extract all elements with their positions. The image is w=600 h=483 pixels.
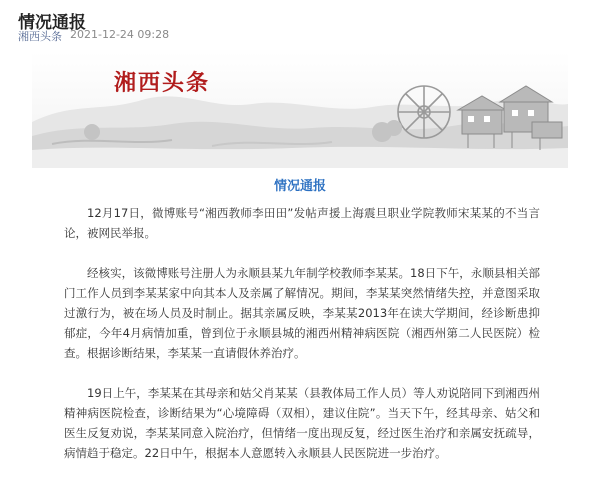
account-link[interactable]: 湘西头条 — [18, 30, 62, 43]
publish-timestamp: 2021-12-24 09:28 — [70, 28, 170, 41]
banner-image — [32, 52, 568, 168]
paragraph: 经核实，该微博账号注册人为永顺县某九年制学校教师李某某。18日下午，永顺县相关部门工作人员到李某某家中向其本人及亲属了解情况。期间，李某某突然情绪失控，并意图采取过激行为，被在场人员及时制止。据其亲属反映，李某某2013年在读大学期间，经诊断患抑郁症，今年4月病情加重，曾到位于永顺县城的湘西州精神病医院（湘西州第二人民医院）检查。根据诊断结果，李某某一直请假休养治疗。 — [64, 266, 540, 360]
section-heading: 情况通报 — [273, 179, 326, 194]
banner-ink-landscape — [32, 52, 568, 168]
paragraph: 12月17日，微博账号“湘西教师李田田”发帖声援上海震旦职业学院教师宋某某的不当言论，被网民举报。 — [64, 206, 540, 240]
article-body — [64, 203, 540, 483]
paragraph: 19日上午，李某某在其母亲和姑父肖某某（县教体局工作人员）等人劝说陪同下到湘西州精神病医院检查，诊断结果为“心境障碍（双相），建议住院”。当天下午，经其母亲、姑父和医生反复劝说，李某某同意入院治疗，但情绪一度出现反复，经过医生治疗和亲属安抚疏导，病情趋于稳定。22日中午，根据本人意愿转入永顺县人民医院进一步治疗。 — [64, 386, 540, 460]
banner-brand-text: 湘西头条 — [114, 71, 211, 96]
article-meta — [18, 28, 169, 44]
article-title: 情况通报 — [18, 13, 86, 33]
